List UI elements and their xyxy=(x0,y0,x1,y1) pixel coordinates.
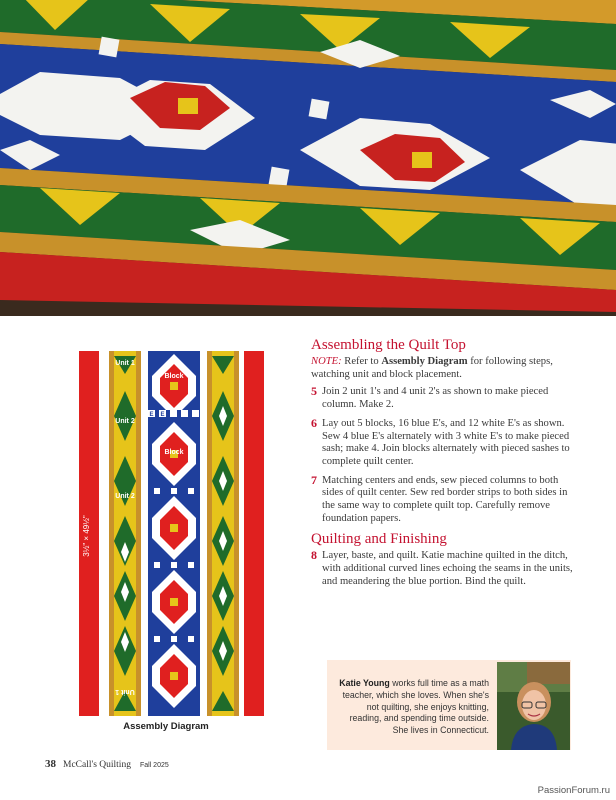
step-text: Join 2 unit 1's and 4 unit 2's as shown to make pieced column. Make 2. xyxy=(322,386,549,411)
watermark: PassionForum.ru xyxy=(537,785,610,796)
right-pieced-column xyxy=(207,351,239,716)
step-6 xyxy=(311,415,573,469)
designer-name: Katie Young xyxy=(339,678,390,688)
page-footer xyxy=(45,754,169,772)
assembly-diagram xyxy=(76,346,266,716)
step-number: 8 xyxy=(311,548,317,563)
e-label-1: E xyxy=(149,412,154,418)
issue-label: Fall 2025 xyxy=(139,762,169,769)
unit-1-label: Unit 1 xyxy=(115,360,135,367)
step-number: 5 xyxy=(311,384,317,399)
block-label-2: Block xyxy=(164,449,184,456)
note-bold: Assembly Diagram xyxy=(381,356,468,367)
quilt-center-column xyxy=(148,351,200,716)
bio-text xyxy=(339,678,489,737)
assembly-diagram-caption: Assembly Diagram xyxy=(123,721,209,732)
note-label: NOTE: xyxy=(311,356,342,367)
step-7 xyxy=(311,472,573,526)
page-number: 38 xyxy=(45,758,56,770)
block-label-1: Block xyxy=(164,373,184,380)
size-label: 3½" × 49½" xyxy=(82,515,91,557)
designer-bio xyxy=(327,660,571,750)
unit-2-label: Unit 2 xyxy=(115,418,135,425)
unit-1-label-bottom: Unit 1 xyxy=(115,688,135,695)
right-border-strip xyxy=(244,351,264,716)
left-pieced-column xyxy=(109,351,141,716)
note-pre: Refer to xyxy=(341,356,382,367)
step-5 xyxy=(311,386,573,411)
assembly-note xyxy=(311,356,573,381)
step-number: 7 xyxy=(311,472,317,487)
step-text: Lay out 5 blocks, 16 blue E's, and 12 white E's as shown. Sew 4 blue E's alternately with 3 white E's to make pieced sash; make 4. Join blocks alternately with pieced sashes to complete quilt center. xyxy=(322,417,570,467)
designer-photo xyxy=(497,662,570,750)
unit-2-label-second: Unit 2 xyxy=(115,493,135,500)
instructions-column xyxy=(311,337,573,595)
magazine-name: McCall's Quilting xyxy=(63,760,131,770)
assembling-heading: Assembling the Quilt Top xyxy=(311,337,466,353)
quilting-heading: Quilting and Finishing xyxy=(311,531,447,548)
note-post: for following steps, watching unit and block placement. xyxy=(311,356,553,380)
step-text: Layer, baste, and quilt. Katie machine quilted in the ditch, with additional curved lines echoing the seams in the units, and meandering the blue portion. Bind the quilt. xyxy=(322,550,573,587)
quilt-photo xyxy=(0,0,616,316)
bio-description: works full time as a math teacher, which she loves. When she's not quilting, she enjoys knitting, reading, and spending time outside. She lives in Connecticut. xyxy=(342,678,489,736)
e-label-2: E xyxy=(160,412,165,418)
step-8 xyxy=(311,550,573,588)
step-number: 6 xyxy=(311,415,317,430)
step-text: Matching centers and ends, sew pieced columns to both sides of quilt center. Sew red border strips to both sides in the same way to complete quilt top. Carefully remove foundation papers. xyxy=(322,474,568,524)
